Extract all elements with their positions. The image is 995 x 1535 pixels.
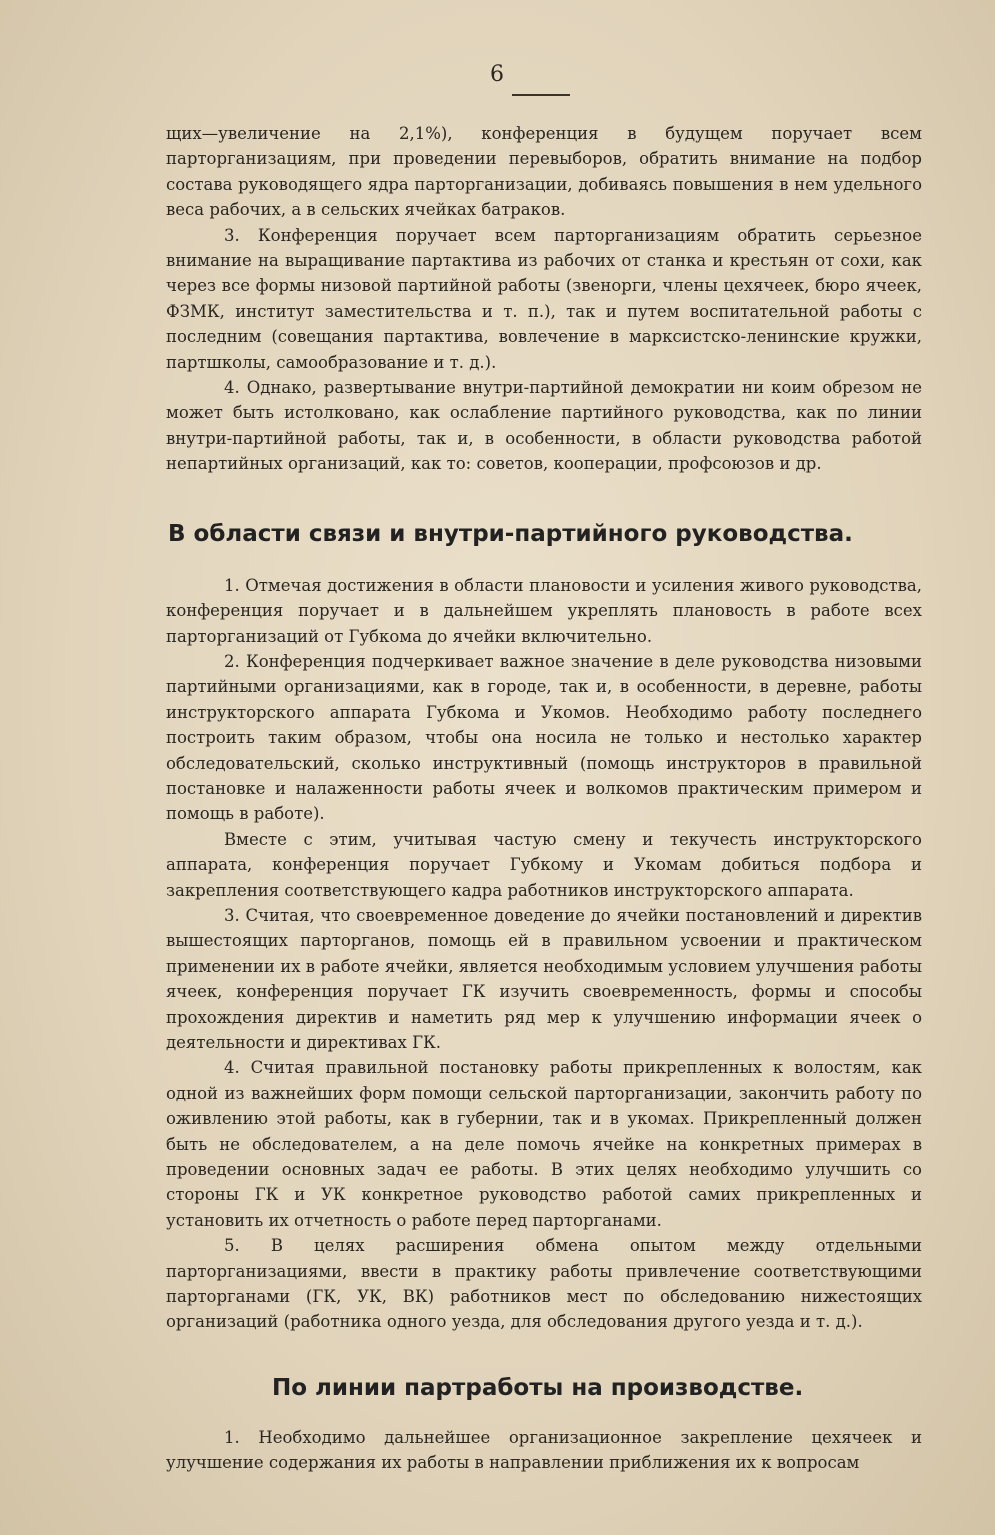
page-number: 6 — [490, 62, 505, 87]
section1-item-5: 5. В целях расширения обмена опытом между отдельными парторганизациями, ввести в практику работы привлечение соответствующими парторганами (ГК, УК, ВК) работников мест по обследованию нижестоящих организаций (работника одного уезда, для обследования другого уезда и т. д.). — [166, 1236, 922, 1332]
page-number-rule — [512, 94, 570, 96]
section1-item-3: 3. Считая, что своевременное доведение до ячейки постановлений и директив вышестоящих парторганов, помощь ей в правильном усвоении и практическом применении их в работе ячейки, является необходимым условием улучшения работы ячеек, конференция поручает ГК изучить своевременность, формы и способы прохождения директив и наметить ряд мер к улучшению информации ячеек о деятельности и директивах ГК. — [166, 905, 922, 1052]
section1-item-2-continued: Вместе с этим, учитывая частую смену и текучесть инструкторского аппарата, конференция поручает Губкому и Укомам добиться подбора и закрепления соответствующего кадра работников инструкторского аппарата. — [166, 829, 922, 900]
paragraph-item-4: 4. Однако, развертывание внутри-партийной демократии ни коим обрезом не может быть истолковано, как ослабление партийного руководства, как по линии внутри-партийной работы, так и, в особенности, в области руководства работой непартийных организаций, как то: советов, кооперации, профсоюзов и др. — [166, 378, 922, 474]
paragraph-item-3: 3. Конференция поручает всем парторганизациям обратить серьезное внимание на выращивание партактива из рабочих от станка и крестьян от сохи, как через все формы низовой партийной работы (звенорги, члены цехячеек, бюро ячеек, ФЗМК, институт заместительства и т. п.), так и путем воспитательной работы с последним (совещания партактива, вовлечение в марксистско-ленинские кружки, партшколы, самообразование и т. д.). — [166, 225, 922, 372]
paragraph-intro: щих—увеличение на 2,1%), конференция в будущем поручает всем парторганизациям, при проведении перевыборов, обратить внимание на подбор состава руководящего ядра парторганизации, добиваясь повышения в нем удельного веса рабочих, а в сельских ячейках батраков. — [166, 124, 922, 220]
section2-item-1: 1. Необходимо дальнейшее организационное закрепление цехячеек и улучшение содержания их работы в направлении приближения их к вопросам — [166, 1427, 922, 1473]
section1-item-4: 4. Считая правильной постановку работы прикрепленных к волостям, как одной из важнейших форм помощи сельской парторганизации, закончить работу по оживлению этой работы, как в губернии, так и в укомах. Прикрепленный должен быть не обследователем, а на деле помочь ячейке на конкретных примерах в проведении основных задач ее работы. В этих целях необходимо улучшить со стороны ГК и УК конкретное руководство работой самих прикрепленных и установить их отчетность о работе перед парторганами. — [166, 1058, 922, 1230]
section1-item-2: 2. Конференция подчеркивает важное значение в деле руководства низовыми партийными организациями, как в городе, так и, в особенности, в деревне, работы инструкторского аппарата Губкома и Укомов. Необходимо работу последнего построить таким образом, чтобы она носила не только и нестолько характер обследовательский, сколько инструктивный (помощь инструкторов в правильной постановке и налаженности работы ячеек и волкомов практическим примером и помощь в работе). — [166, 651, 922, 824]
section1-item-1: 1. Отмечая достижения в области плановости и усиления живого руководства, конференция поручает и в дальнейшем укреплять плановость в работе всех парторганизаций от Губкома до ячейки включительно. — [166, 575, 922, 646]
section-heading-party-leadership: В области связи и внутри-партийного руководства. — [168, 520, 853, 547]
section-heading-production-work: По линии партработы на производстве. — [272, 1374, 804, 1401]
page-body — [166, 121, 922, 1476]
